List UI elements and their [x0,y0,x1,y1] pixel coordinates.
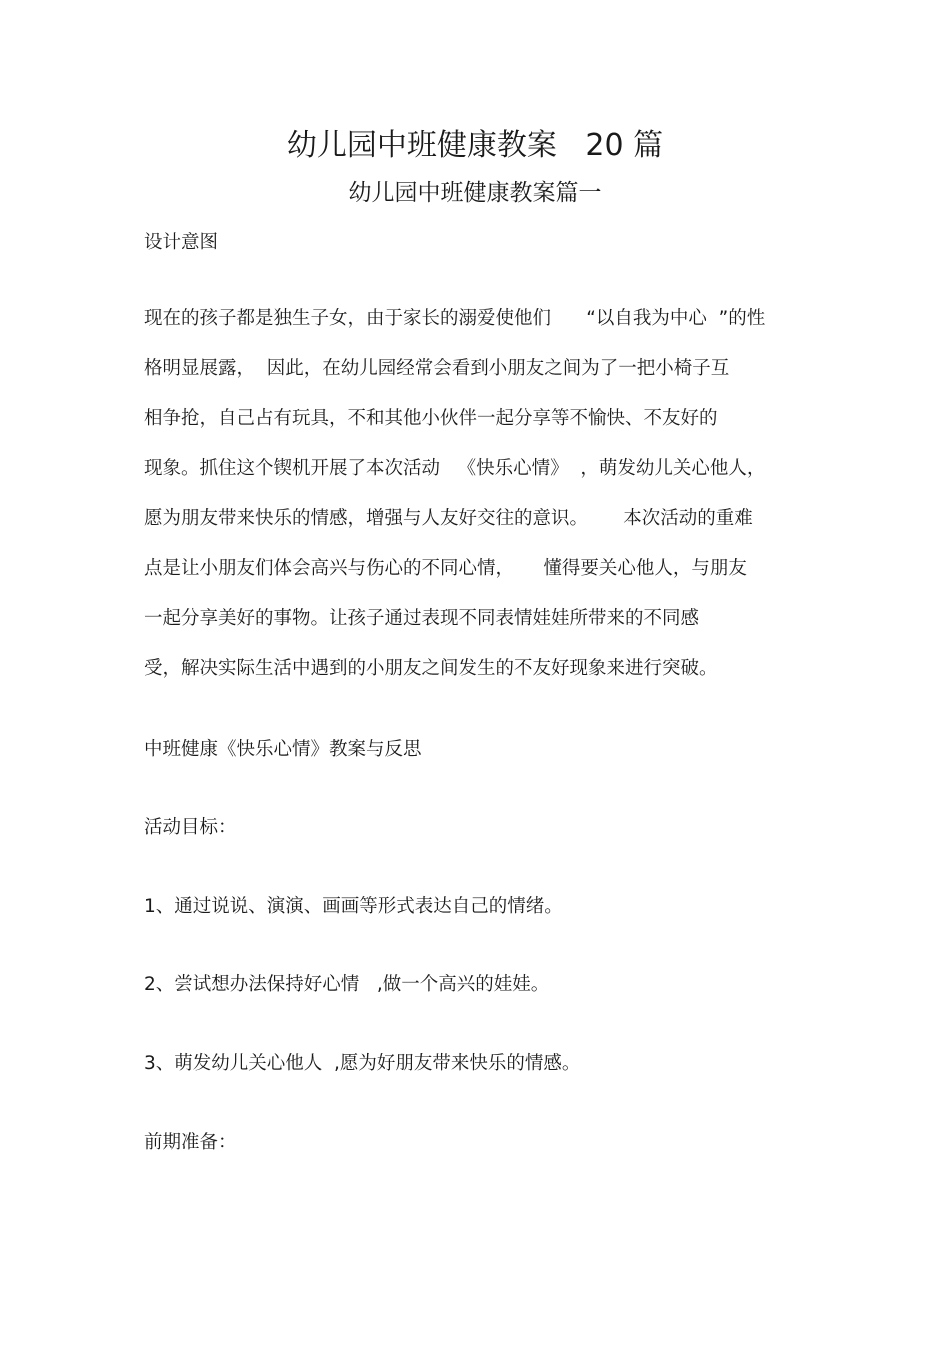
goal-item: 2、尝试想办法保持好心情 ,做一个高兴的娃娃。 [144,974,550,995]
prep-heading: 前期准备： [144,1132,237,1153]
paragraph-line: 受，解决实际生活中遇到的小朋友之间发生的不友好现象来进行突破。 [144,658,718,679]
paragraph-line: 一起分享美好的事物。让孩子通过表现不同表情娃娃所带来的不同感 [144,608,700,629]
design-paragraph [144,306,765,706]
goal-item: 3、萌发幼儿关心他人 ,愿为好朋友带来快乐的情感。 [144,1053,581,1074]
goals-heading: 活动目标： [144,817,237,838]
lesson-title: 中班健康《快乐心情》教案与反思 [144,739,422,760]
paragraph-line: 现象。抓住这个锲机开展了本次活动 《快乐心情》 ，萌发幼儿关心他人， [144,458,766,479]
paragraph-line: 愿为朋友带来快乐的情感，增强与人友好交往的意识。 本次活动的重难 [144,508,753,529]
paragraph-line: 相争抢，自己占有玩具，不和其他小伙伴一起分享等不愉快、不友好的 [144,408,718,429]
paragraph-line: 现在的孩子都是独生子女，由于家长的溺爱使他们 “以自我为中心 ”的性 [144,308,766,329]
paragraph-line: 点是让小朋友们体会高兴与伤心的不同心情， 懂得要关心他人，与朋友 [144,558,747,579]
document-title: 幼儿园中班健康教案 20 篇 [286,128,664,163]
paragraph-line: 格明显展露， 因此，在幼儿园经常会看到小朋友之间为了一把小椅子互 [144,358,730,379]
document-subtitle: 幼儿园中班健康教案篇一 [348,180,602,206]
section-heading-design: 设计意图 [144,232,219,253]
goal-item: 1、通过说说、演演、画画等形式表达自己的情绪。 [144,896,563,917]
